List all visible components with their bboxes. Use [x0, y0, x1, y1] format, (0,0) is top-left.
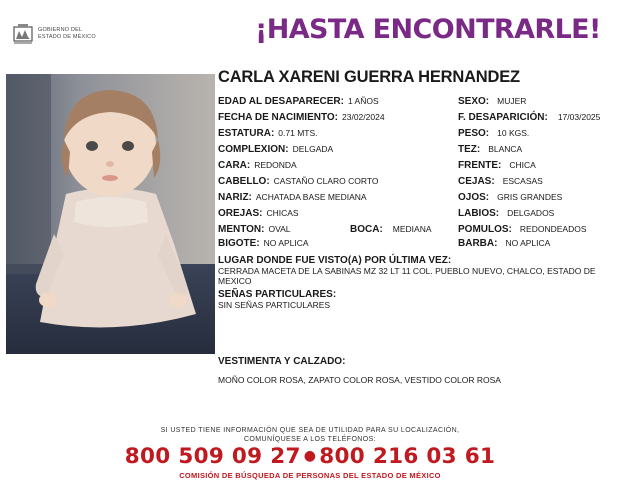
- field-labios: LABIOS: DELGADOS: [458, 208, 555, 219]
- last-seen-label: LUGAR DONDE FUE VISTO(A) POR ÚLTIMA VEZ:: [218, 255, 452, 266]
- distinguishing-marks-label: SEÑAS PARTICULARES:: [218, 289, 337, 300]
- phone-number-2[interactable]: 800 216 03 61: [319, 444, 496, 469]
- government-logo: [12, 22, 122, 46]
- field-cabello: CABELLO: CASTAÑO CLARO CORTO: [218, 176, 379, 187]
- separator-dot-icon: ●: [303, 448, 317, 464]
- missing-person-photo: [6, 74, 215, 354]
- distinguishing-marks-section: [218, 289, 336, 310]
- field-ojos: OJOS: GRIS GRANDES: [458, 192, 563, 203]
- last-seen-address-line-1: CERRADA MACETA DE LA SABINAS MZ 32 LT 11 COL. PUEBLO NUEVO, CHALCO, ESTADO DE: [218, 266, 596, 276]
- field-estatura: ESTATURA: 0.71 MTS.: [218, 128, 318, 139]
- field-cara: CARA: REDONDA: [218, 160, 297, 171]
- person-name: CARLA XARENI GUERRA HERNANDEZ: [218, 68, 520, 86]
- footer-note-line-1: SI USTED TIENE INFORMACIÓN QUE SEA DE UTILIDAD PARA SU LOCALIZACIÓN,: [160, 427, 460, 434]
- headline: ¡HASTA ENCONTRARLE!: [255, 14, 601, 45]
- phone-number-1[interactable]: 800 509 09 27: [124, 444, 301, 469]
- last-seen-address-line-2: MEXICO: [218, 276, 252, 286]
- field-cejas: CEJAS: ESCASAS: [458, 176, 543, 187]
- field-bigote: BIGOTE: NO APLICA: [218, 238, 309, 249]
- field-fecha-desaparicion: F. DESAPARICIÓN: 17/03/2025: [458, 112, 601, 123]
- clothing-section: [218, 356, 501, 385]
- coat-of-arms-icon: [12, 23, 34, 45]
- agency-name: COMISIÓN DE BÚSQUEDA DE PERSONAS DEL ESTADO DE MÉXICO: [179, 471, 441, 480]
- field-barba: BARBA: NO APLICA: [458, 238, 551, 249]
- field-nariz: NARIZ: ACHATADA BASE MEDIANA: [218, 192, 367, 203]
- clothing-value: MOÑO COLOR ROSA, ZAPATO COLOR ROSA, VESTIDO COLOR ROSA: [218, 375, 501, 385]
- logo-line-1: GOBIERNO DEL: [38, 27, 83, 33]
- distinguishing-marks-value: SIN SEÑAS PARTICULARES: [218, 300, 331, 310]
- child-photo-illustration: [6, 74, 215, 354]
- field-pomulos: POMULOS: REDONDEADOS: [458, 224, 587, 235]
- field-peso: PESO: 10 KGS.: [458, 128, 530, 139]
- field-menton: MENTON: OVAL: [218, 224, 291, 235]
- field-frente: FRENTE: CHICA: [458, 160, 536, 171]
- logo-line-2: ESTADO DE MÉXICO: [38, 34, 96, 40]
- clothing-label: VESTIMENTA Y CALZADO:: [218, 356, 346, 367]
- field-sexo: SEXO: MUJER: [458, 96, 527, 107]
- last-seen-section: [218, 255, 596, 286]
- field-orejas: OREJAS: CHICAS: [218, 208, 299, 219]
- field-edad: EDAD AL DESAPARECER: 1 AÑOS: [218, 96, 379, 107]
- field-fecha-nacimiento: FECHA DE NACIMIENTO: 23/02/2024: [218, 112, 385, 123]
- field-boca: BOCA: MEDIANA: [350, 224, 432, 235]
- field-tez: TEZ: BLANCA: [458, 144, 523, 155]
- field-complexion: COMPLEXION: DELGADA: [218, 144, 334, 155]
- phone-numbers: [0, 444, 620, 469]
- footer-note-line-2: COMUNÍQUESE A LOS TELÉFONOS:: [243, 436, 377, 443]
